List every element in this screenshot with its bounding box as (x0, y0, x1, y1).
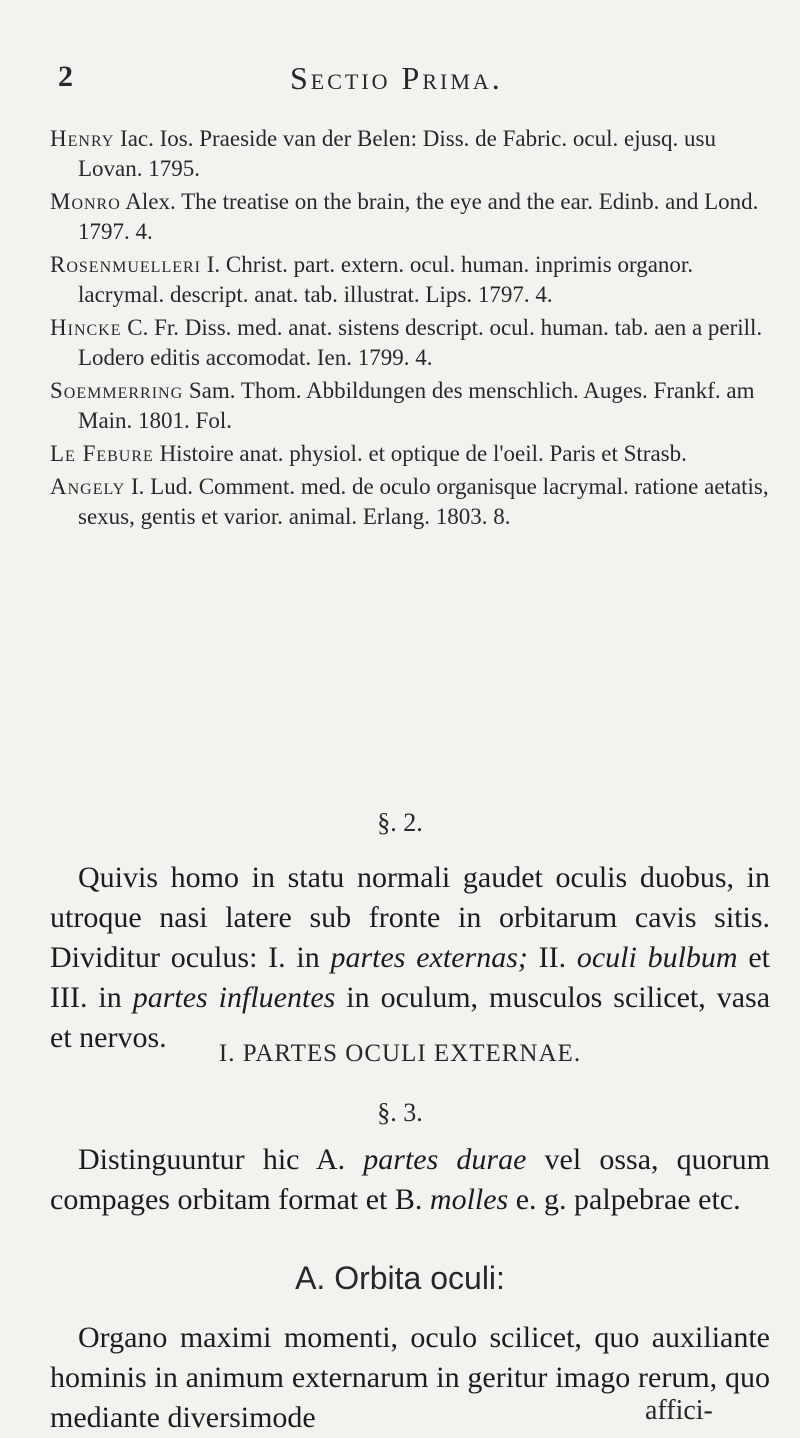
text-run: et III. in (50, 941, 770, 1014)
text-run: e. g. palpebrae etc. (508, 1183, 741, 1216)
text-run: II. (527, 941, 577, 974)
page-number: 2 (58, 60, 73, 93)
text-run: vel ossa, quorum compages orbitam format et B. (50, 1143, 770, 1216)
text-run-italic: partes durae (363, 1143, 527, 1176)
section-mark-3: §. 3. (377, 1098, 423, 1127)
section-title: Sectio Prima. (290, 60, 503, 96)
bibliography-author: Monro (50, 189, 121, 214)
bibliography-author: Soemmerring (50, 378, 184, 403)
bibliography-entry (50, 187, 770, 247)
bibliography-entry (50, 124, 770, 184)
bibliography-list (50, 124, 770, 535)
bibliography-entry (50, 313, 770, 373)
bibliography-entry (50, 376, 770, 436)
text-run: Quivis homo in statu normali gaudet oculis duobus, in utroque nasi latere sub fronte in orbitarum cavis sitis. Dividitur oculus: I. in (50, 861, 770, 974)
bibliography-author: Henry (50, 126, 115, 151)
bibliography-entry (50, 250, 770, 310)
heading-orbita-oculi: A. Orbita oculi: (295, 1260, 505, 1296)
text-run-italic: partes externas; (330, 941, 528, 974)
text-run-italic: molles (429, 1183, 509, 1216)
running-head (40, 60, 740, 100)
paragraph-section-3 (50, 1140, 770, 1220)
paragraph-section-2 (50, 858, 770, 1058)
bibliography-text: Sam. Thom. Abbildungen des menschlich. Auges. Frankf. am Main. 1801. Fol. (78, 378, 755, 433)
bibliography-text: Iac. Ios. Praeside van der Belen: Diss. de Fabric. ocul. ejusq. usu Lovan. 1795. (78, 126, 716, 181)
section-mark-2: §. 2. (377, 808, 423, 837)
bibliography-author: Hincke (50, 315, 122, 340)
bibliography-entry (50, 472, 770, 532)
text-run-italic: oculi bulbum (576, 941, 738, 974)
bibliography-text: Histoire anat. physiol. et optique de l'oeil. Paris et Strasb. (159, 441, 687, 466)
bibliography-entry (50, 439, 770, 469)
heading-partes-externae: I. PARTES OCULI EXTERNAE. (218, 1040, 582, 1067)
text-run: Distinguuntur hic A. (78, 1143, 364, 1176)
bibliography-author: Angely (50, 474, 126, 499)
bibliography-text: I. Christ. part. extern. ocul. human. inprimis organor. lacrymal. descript. anat. tab. illustrat. Lips. 1797. 4. (78, 252, 694, 307)
bibliography-text: Alex. The treatise on the brain, the eye and the ear. Edinb. and Lond. 1797. 4. (78, 189, 759, 244)
text-run: in oculum, musculos scilicet, vasa et nervos. (50, 981, 771, 1054)
bibliography-author: Le Febure (50, 441, 154, 466)
bibliography-text: I. Lud. Comment. med. de oculo organisque lacrymal. ratione aetatis, sexus, gentis et varior. animal. Erlang. 1803. 8. (78, 474, 769, 529)
catchword: affici- (645, 1395, 713, 1426)
text-run-italic: partes influentes (132, 981, 336, 1014)
bibliography-text: C. Fr. Diss. med. anat. sistens descript. ocul. human. tab. aen a perill. Lodero editis accomodat. Ien. 1799. 4. (78, 315, 763, 370)
paragraph-orbita: Organo maximi momenti, oculo scilicet, quo auxiliante hominis in animum externarum in geritur imago rerum, quo mediante diversimode (50, 1321, 770, 1434)
bibliography-author: Rosenmuelleri (50, 252, 201, 277)
